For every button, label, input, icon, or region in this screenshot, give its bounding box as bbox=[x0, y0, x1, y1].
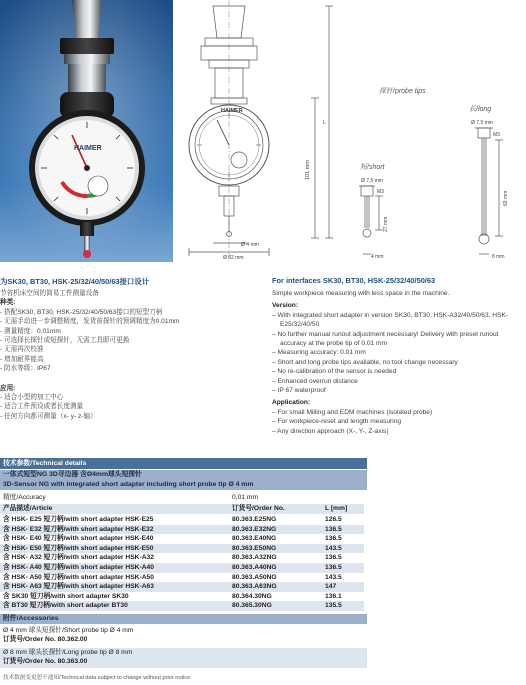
table-row bbox=[0, 525, 364, 535]
cell-article: 含 HSK- A50 短刀柄/with short adapter HSK-A50 bbox=[3, 573, 154, 581]
table-row bbox=[0, 515, 364, 525]
zh-column bbox=[0, 289, 262, 421]
cell-article: 含 HSK- A40 短刀柄/with short adapter HSK-A40 bbox=[3, 564, 154, 571]
cell-order: 80.363.A50NG bbox=[232, 573, 277, 581]
col-article: 产品描述/Article bbox=[3, 505, 53, 512]
acc2-order: 订货号/Order No. 80.363.00 bbox=[3, 658, 88, 666]
cell-article: 含 HSK- E32 短刀柄/with short adapter HSK-E32 bbox=[3, 525, 154, 533]
cell-L: 136.5 bbox=[325, 564, 342, 571]
short-dia: Ø 7,5 mm bbox=[361, 178, 383, 184]
dim-62mm: Ø 62 mm bbox=[223, 255, 244, 261]
zh-version-item: - 可选择长探针或短探针，无需工具即可更换 bbox=[0, 337, 130, 345]
product-photo-illustration bbox=[0, 0, 173, 262]
en-version-item: – Measuring accuracy: 0.01 mm bbox=[272, 349, 366, 357]
footnote: 技术数据变更恕不通知/Technical data subject to change without prior notice bbox=[3, 675, 191, 681]
zh-version-item: - 防水等级：IP67 bbox=[0, 365, 51, 373]
cell-order: 80.363.A32NG bbox=[232, 554, 277, 562]
acc2-desc: Ø 8 mm 球头长探针/Long probe tip Ø 8 mm bbox=[3, 649, 133, 656]
en-app-item: – For small Milling and EDM machines (isolated probe) bbox=[272, 408, 433, 416]
accessory-2 bbox=[0, 648, 367, 668]
cell-L: 136.5 bbox=[325, 554, 342, 562]
cell-order: 80.363.A63NG bbox=[232, 583, 277, 591]
table-row bbox=[0, 601, 364, 611]
cell-L: 136.1 bbox=[325, 592, 342, 600]
table-head-row bbox=[0, 504, 364, 514]
zh-app-item: - 适合小型的加工中心 bbox=[0, 394, 64, 402]
cell-L: 143.5 bbox=[325, 544, 342, 552]
en-app-heading: Application: bbox=[272, 399, 311, 407]
dim-101mm: 101 mm bbox=[305, 160, 311, 180]
table-row bbox=[0, 553, 364, 563]
long-label: 长/long bbox=[469, 106, 492, 113]
col-order: 订货号/Order No. bbox=[232, 505, 285, 512]
en-version-item: – No further manual runout adjustment necessary! Delivery with preset runout accuracy at the probe tip of 0.01 mm bbox=[272, 330, 499, 348]
probe-tips-label: 探针/probe tips bbox=[379, 88, 426, 95]
technical-drawing bbox=[183, 0, 526, 262]
cell-order: 80.363.E25NG bbox=[232, 516, 277, 523]
table-row bbox=[0, 534, 364, 544]
cell-order: 80.363.E40NG bbox=[232, 535, 277, 543]
en-app-item: – For workpiece-reset and length measuring bbox=[272, 418, 402, 426]
cell-L: 126.5 bbox=[325, 516, 342, 523]
acc1-desc: Ø 4 mm 球头短探针/Short probe tip Ø 4 mm bbox=[3, 627, 134, 634]
en-version-item: – With integrated short adapter in version SK30, BT30, HSK-A32/40/50/63, HSK-E25/32/40/50 bbox=[272, 311, 509, 329]
en-version-heading: Version: bbox=[272, 302, 299, 310]
accuracy-value: 0,01 mm bbox=[232, 494, 259, 501]
technical-drawing-svg bbox=[183, 0, 526, 262]
long-m3: M3 bbox=[493, 132, 500, 138]
en-app-item: – Any direction approach (X-, Y-, Z-axis) bbox=[272, 427, 389, 435]
product-line-en: 3D-Sensor NG with integrated short adapter including short probe tip Ø 4 mm bbox=[3, 480, 254, 488]
cell-article: 含 HSK- E25 短刀柄/with short adapter HSK-E25 bbox=[3, 516, 154, 523]
cell-L: 147 bbox=[325, 583, 337, 591]
zh-intro-line: 节省机床空间的简易工件测量设备 bbox=[0, 290, 99, 297]
en-version-item: – Enhanced overrun distance bbox=[272, 377, 358, 385]
accessories-header: 附件/Accessories bbox=[0, 614, 367, 624]
product-line-zh: 一体式短型NG 3D寻边器 含Ø4mm球头短探针 bbox=[3, 471, 142, 478]
cell-article: 含 HSK- E40 短刀柄/with short adapter HSK-E40 bbox=[3, 535, 154, 543]
col-L: L [mm] bbox=[325, 505, 348, 512]
cell-article: 含 HSK- A63 短刀柄/with short adapter HSK-A63 bbox=[3, 583, 154, 591]
zh-version-item: - 无需手动进一步调整精度，发货前探针的预调精度为0.01mm bbox=[0, 318, 180, 326]
en-title: For interfaces SK30, BT30, HSK-25/32/40/50/63 bbox=[272, 276, 436, 285]
table-row bbox=[0, 582, 364, 592]
cell-article: 含 SK30 短刀柄/with short adapter SK30 bbox=[3, 592, 129, 600]
zh-app-item: - 适合工件预设或者长度测量 bbox=[0, 403, 84, 411]
zh-version-item: - 增加耐界能高 bbox=[0, 355, 44, 363]
en-version-item: – No re-calibration of the sensor is needed bbox=[272, 368, 397, 376]
short-m3: M3 bbox=[377, 189, 384, 195]
cell-L: 136.5 bbox=[325, 535, 342, 543]
cell-L: 135.5 bbox=[325, 602, 342, 610]
table-row bbox=[0, 544, 364, 554]
long-dia: Ø 7,5 mm bbox=[471, 120, 493, 126]
cell-article: 含 HSK- E50 短刀柄/with short adapter HSK-E50 bbox=[3, 544, 154, 552]
en-version-item: – IP 67 waterproof bbox=[272, 387, 326, 395]
cell-L: 143.5 bbox=[325, 573, 342, 581]
long-tip: 8 mm bbox=[492, 254, 505, 260]
cell-order: 80.363.A40NG bbox=[232, 564, 277, 571]
dial-brand: HAIMER bbox=[221, 108, 243, 114]
cell-article: 含 HSK- A32 短刀柄/with short adapter HSK-A32 bbox=[3, 554, 154, 562]
dim-4mm: Ø 4 mm bbox=[241, 242, 259, 248]
product-photo bbox=[0, 0, 173, 262]
cell-order: 80.363.E32NG bbox=[232, 525, 277, 533]
cell-order: 80.365.30NG bbox=[232, 602, 272, 610]
table-row bbox=[0, 592, 364, 602]
dim-L: L bbox=[323, 120, 327, 126]
zh-version-item: - 搭配SK30, BT30, HSK-25/32/40/50/63接口的短型刀柄 bbox=[0, 308, 163, 316]
zh-version-heading: 种类: bbox=[0, 299, 16, 307]
en-version-item: – Short and long probe tips available, no tool change necessary bbox=[272, 358, 458, 366]
short-tip: 4 mm bbox=[371, 254, 384, 260]
accuracy-label: 精度/Accuracy bbox=[3, 494, 46, 501]
accuracy-row bbox=[0, 493, 364, 502]
cell-order: 80.363.E50NG bbox=[232, 544, 277, 552]
zh-version-item: - 测量精度：0.01mm bbox=[0, 327, 61, 335]
tech-header: 技术参数/Technical details bbox=[0, 458, 367, 469]
zh-version-item: - 无需再次校准 bbox=[0, 346, 44, 354]
table-row bbox=[0, 563, 364, 573]
table-row bbox=[0, 573, 364, 583]
zh-title: 为SK30, BT30, HSK-25/32/40/50/63接口设计 bbox=[0, 277, 150, 286]
cell-article: 含 BT30 短刀柄/with short adapter BT30 bbox=[3, 602, 128, 610]
short-label: 短/short bbox=[360, 164, 385, 171]
cell-L: 136.5 bbox=[325, 525, 342, 533]
en-intro-line: Simple workpiece measuring with less space in the machine. bbox=[272, 290, 450, 297]
cell-order: 80.364.30NG bbox=[232, 592, 272, 600]
zh-app-item: - 任何方向都可测量（x- y- z-轴） bbox=[0, 412, 97, 420]
acc1-order: 订货号/Order No. 80.362.00 bbox=[3, 636, 88, 644]
short-len: 27 mm bbox=[383, 216, 389, 232]
long-len: 69 mm bbox=[503, 190, 509, 206]
zh-app-heading: 应用: bbox=[0, 384, 16, 392]
product-header bbox=[0, 470, 367, 490]
photo-brand: HAIMER bbox=[74, 145, 102, 152]
accessory-1 bbox=[0, 626, 367, 646]
en-column bbox=[272, 289, 522, 436]
